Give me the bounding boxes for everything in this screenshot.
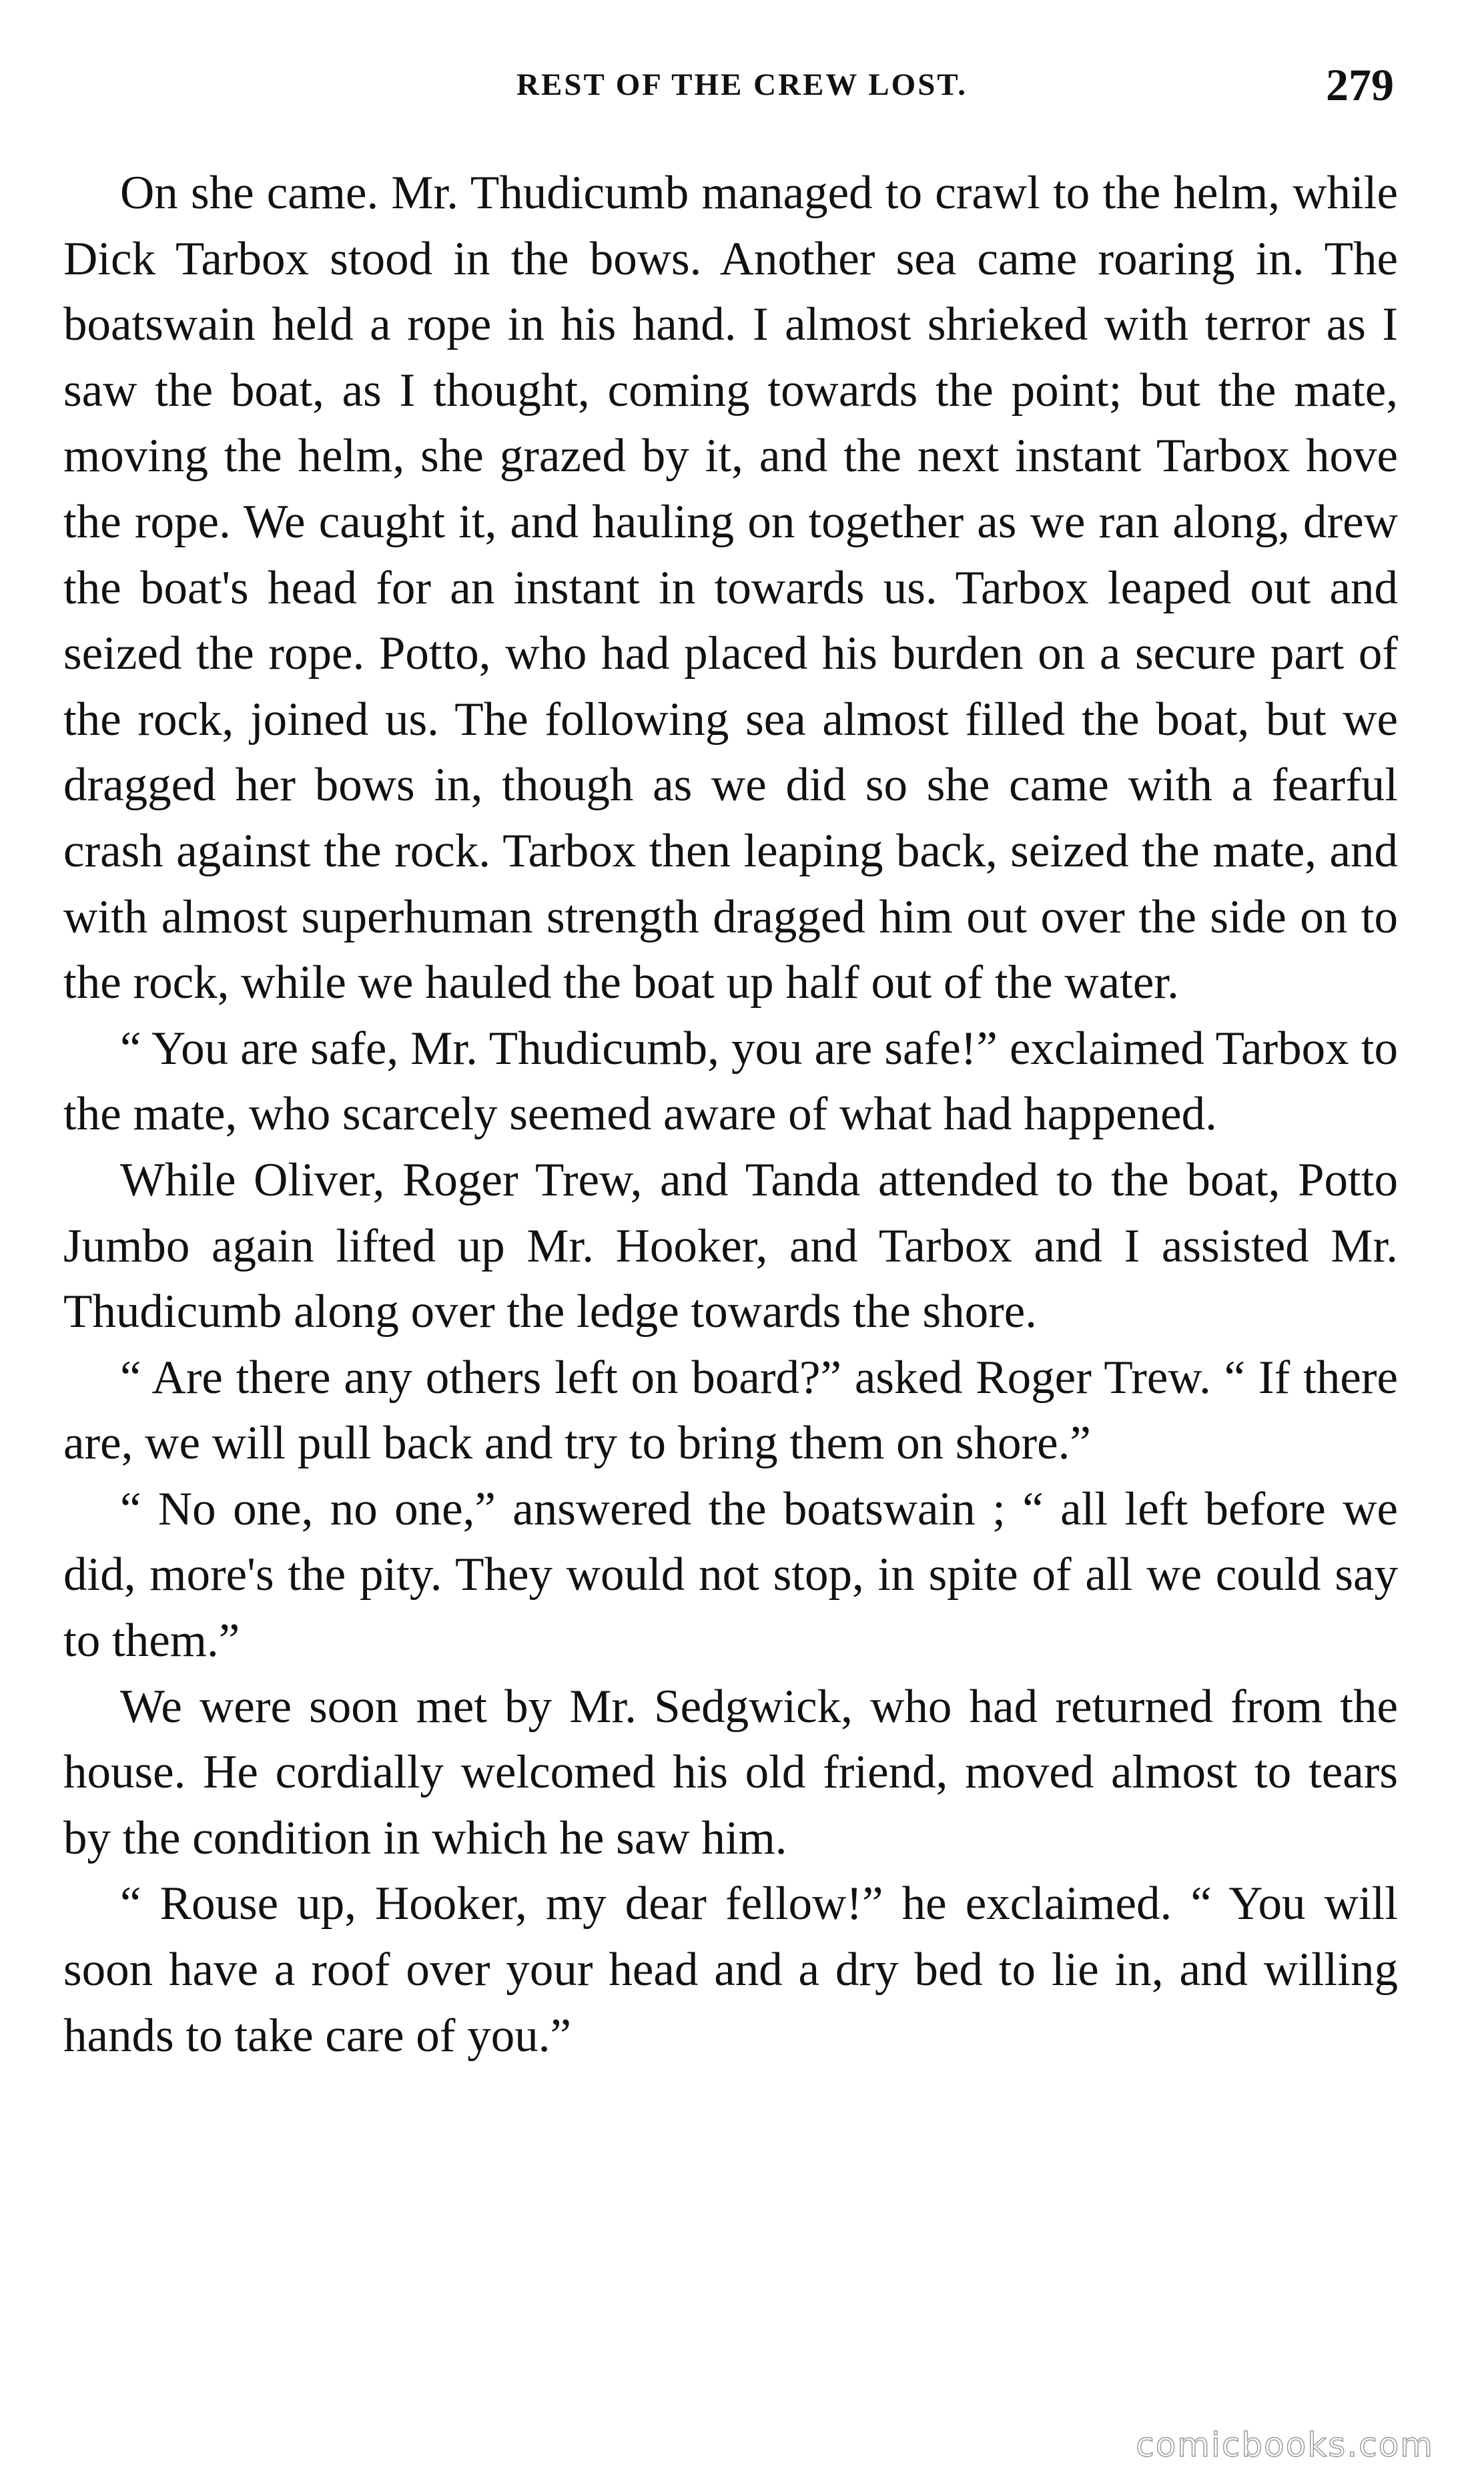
- body-text: [63, 160, 1398, 2068]
- watermark: comicbooks.com: [1136, 2426, 1434, 2464]
- page-number: 279: [1326, 59, 1394, 110]
- paragraph: We were soon met by Mr. Sedgwick, who had returned from the house. He cordially welcomed his old friend, moved almost to tears by the condition in which he saw him.: [63, 1680, 1398, 1864]
- paragraph: While Oliver, Roger Trew, and Tanda attended to the boat, Potto Jumbo again lifted up Mr. Hooker, and Tarbox and I assisted Mr. Thudicumb along over the ledge towards the shore.: [63, 1153, 1398, 1338]
- paragraph: “ Are there any others left on board?” asked Roger Trew. “ If there are, we will pull back and try to bring them on shore.”: [63, 1351, 1398, 1470]
- running-header: [0, 59, 1484, 119]
- paragraph: “ Rouse up, Hooker, my dear fellow!” he exclaimed. “ You will soon have a roof over your head and a dry bed to lie in, and willing hands to take care of you.”: [63, 1878, 1398, 2062]
- paragraph: “ No one, no one,” answered the boatswain ; “ all left before we did, more's the pity. They would not stop, in spite of all we could say to them.”: [63, 1482, 1398, 1667]
- running-title: REST OF THE CREW LOST.: [516, 67, 968, 102]
- paragraph: “ You are safe, Mr. Thudicumb, you are safe!” exclaimed Tarbox to the mate, who scarcely seemed aware of what had happened.: [63, 1022, 1398, 1141]
- paragraph: On she came. Mr. Thudicumb managed to crawl to the helm, while Dick Tarbox stood in the bows. Another sea came roaring in. The boatswain held a rope in his hand. I almost shrieked with terror as I saw the boat, as I thought, coming towards the point; but the mate, moving the helm, she grazed by it, and the next instant Tarbox hove the rope. We caught it, and hauling on together as we ran along, drew the boat's head for an instant in towards us. Tarbox leaped out and seized the rope. Potto, who had placed his burden on a secure part of the rock, joined us. The following sea almost filled the boat, but we dragged her bows in, though as we did so she came with a fearful crash against the rock. Tarbox then leaping back, seized the mate, and with almost superhuman strength dragged him out over the side on to the rock, while we hauled the boat up half out of the water.: [63, 167, 1398, 1009]
